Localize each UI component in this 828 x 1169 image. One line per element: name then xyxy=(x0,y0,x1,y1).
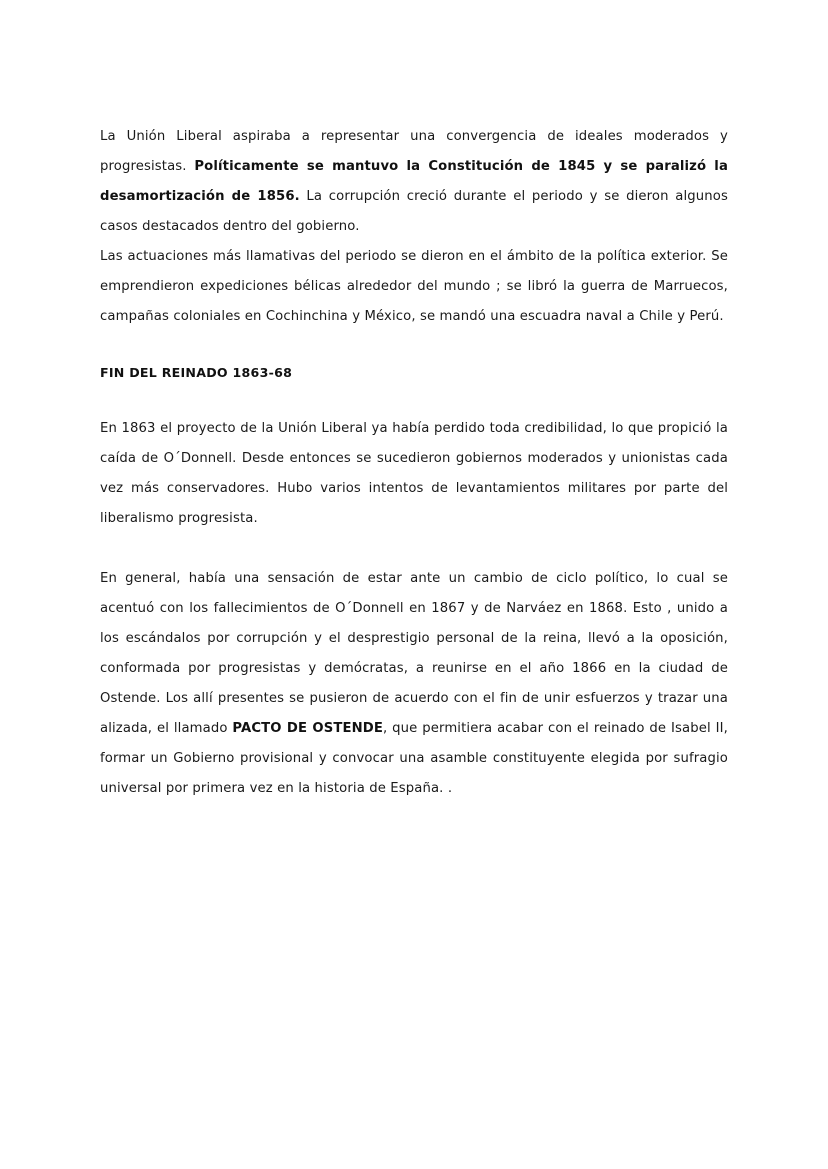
heading-text: FIN DEL REINADO 1863-68 xyxy=(100,365,293,380)
text-run: En 1863 el proyecto de la Unión Liberal ya había perdido toda credibilidad, lo que propició la caída de O´Donnell. Desde entonces se sucedieron gobiernos moderados y unionistas cada vez más conservadores. Hubo varios intentos de levantamientos militares por parte del liberalismo progresista. xyxy=(100,421,728,526)
text-run-bold: Políticamente se mantuvo la Constitución de 1845 y se paralizó la desamortización de 1856. xyxy=(100,159,728,204)
paragraph-1 xyxy=(100,122,728,242)
text-run-bold: PACTO DE OSTENDE xyxy=(232,721,383,736)
spacer xyxy=(100,332,728,358)
paragraph-2 xyxy=(100,242,728,332)
text-run: La Unión Liberal aspiraba a representar una convergencia de ideales moderados y progresistas. xyxy=(100,129,728,174)
text-run: , que permitiera acabar con el reinado de Isabel II, formar un Gobierno provisional y convocar una asamble constituyente elegida por sufragio universal por primera vez en la historia de España. . xyxy=(100,721,728,796)
text-run: La corrupción creció durante el periodo y se dieron algunos casos destacados dentro del gobierno. xyxy=(100,189,728,234)
spacer xyxy=(100,388,728,414)
paragraph-3 xyxy=(100,414,728,534)
text-run: Las actuaciones más llamativas del periodo se dieron en el ámbito de la política exterior. Se emprendieron expediciones bélicas alrededor del mundo ; se libró la guerra de Marruecos, campañas coloniales en Cochinchina y México, se mandó una escuadra naval a Chile y Perú. xyxy=(100,249,728,324)
section-heading-fin-del-reinado xyxy=(100,358,728,388)
spacer xyxy=(100,534,728,564)
paragraph-4 xyxy=(100,564,728,804)
document-body xyxy=(100,122,728,804)
text-run: En general, había una sensación de estar ante un cambio de ciclo político, lo cual se acentuó con los fallecimientos de O´Donnell en 1867 y de Narváez en 1868. Esto , unido a los escándalos por corrupción y el desprestigio personal de la reina, llevó a la oposición, conformada por progresistas y demócratas, a reunirse en el año 1866 en la ciudad de Ostende. Los allí presentes se pusieron de acuerdo con el fin de unir esfuerzos y trazar una alizada, el llamado xyxy=(100,571,728,736)
